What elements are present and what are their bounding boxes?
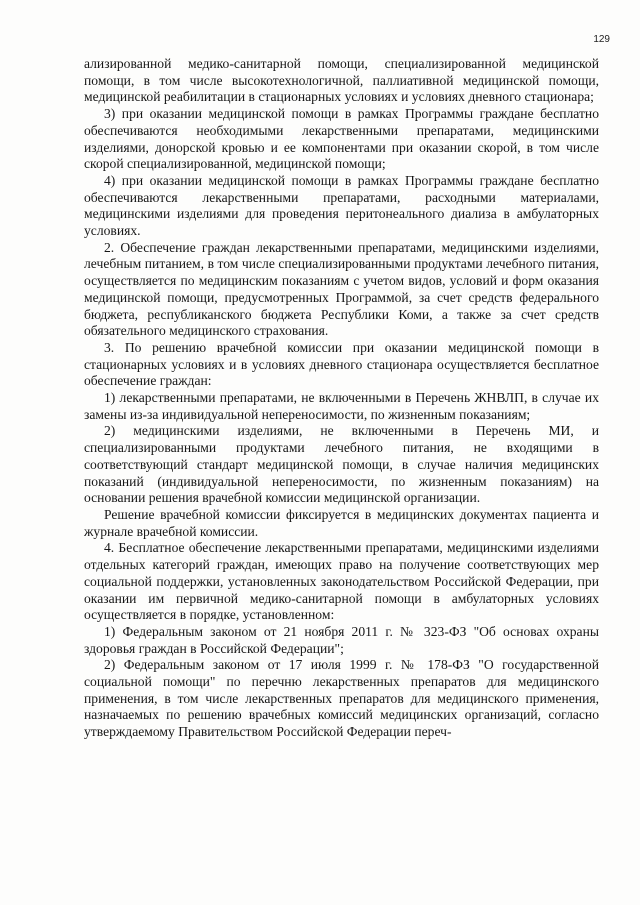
- paragraph-continuation: ализированной медико-санитарной помощи, специализированной медицинской помощи, в том числе высокотехнологичной, паллиативной медицинской помощи, медицинской реабилитации в стационарных условиях и условиях дневного стационара;: [84, 56, 599, 105]
- page-number: 129: [593, 34, 610, 45]
- paragraph-section-3-item-2: 2) медицинскими изделиями, не включенными в Перечень МИ, и специализированными продуктами лечебного питания, не входящими в соответствующий стандарт медицинской помощи, в случае наличия медицинских показаний (индивидуальной непереносимости, по жизненным показаниям) на основании решения врачебной комиссии медицинской организации.: [84, 423, 599, 506]
- paragraph-section-4-item-1: 1) Федеральным законом от 21 ноября 2011 г. № 323-ФЗ "Об основах охраны здоровья граждан в Российской Федерации";: [84, 623, 599, 656]
- paragraph-section-3-item-1: 1) лекарственными препаратами, не включенными в Перечень ЖНВЛП, в случае их замены из-за индивидуальной непереносимости, по жизненным показаниям;: [84, 390, 599, 422]
- paragraph-item-4: 4) при оказании медицинской помощи в рамках Программы граждане бесплатно обеспечиваются лекарственными препаратами, расходными материалами, медицинскими изделиями для проведения перитонеального диализа в амбулаторных условиях.: [84, 172, 599, 239]
- paragraph-section-3: 3. По решению врачебной комиссии при оказании медицинской помощи в стационарных условиях и в условиях дневного стационара осуществляется бесплатное обеспечение граждан:: [84, 339, 599, 389]
- paragraph-section-4-item-2: 2) Федеральным законом от 17 июля 1999 г. № 178-ФЗ "О государственной социальной помощи" по перечню лекарственных препаратов для медицинского применения, в том числе лекарственных препаратов для медицинского применения, назначаемых по решению врачебных комиссий медицинских организаций, согласно утверждаемому Правительством Российской Федерации переч-: [84, 657, 599, 740]
- paragraph-section-2: 2. Обеспечение граждан лекарственными препаратами, медицинскими изделиями, лечебным питанием, в том числе специализированными продуктами лечебного питания, осуществляется по медицинским показаниям с учетом видов, условий и форм оказания медицинской помощи, предусмотренных Программой, за счет средств федерального бюджета, республиканского бюджета Республики Коми, а также за счет средств обязательного медицинского страхования.: [84, 239, 599, 339]
- body-text: [84, 56, 599, 741]
- paragraph-section-4: 4. Бесплатное обеспечение лекарственными препаратами, медицинскими изделиями отдельных категорий граждан, имеющих право на получение соответствующих мер социальной поддержки, установленных законодательством Российской Федерации, при оказании им первичной медико-санитарной помощи в амбулаторных условиях осуществляется в порядке, установленном:: [84, 540, 599, 623]
- paragraph-commission-decision: Решение врачебной комиссии фиксируется в медицинских документах пациента и журнале врачебной комиссии.: [84, 506, 599, 539]
- paragraph-item-3: 3) при оказании медицинской помощи в рамках Программы граждане бесплатно обеспечиваются необходимыми лекарственными препаратами, медицинскими изделиями, донорской кровью и ее компонентами при оказании скорой, в том числе скорой специализированной, медицинской помощи;: [84, 106, 599, 172]
